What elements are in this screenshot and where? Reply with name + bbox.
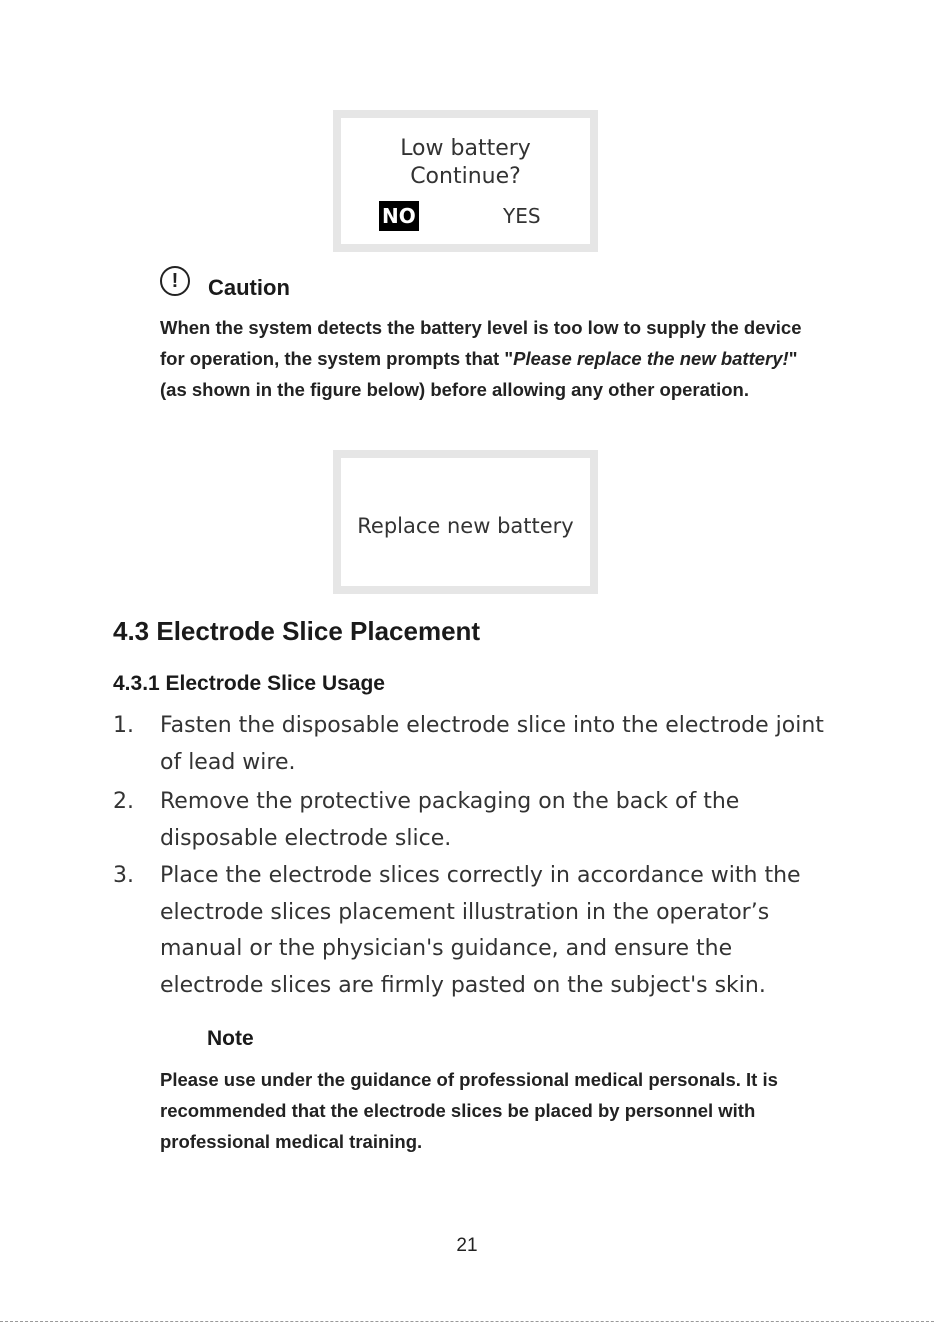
list-item-text: Remove the protective packaging on the back of the disposable electrode slice. — [160, 789, 740, 851]
low-battery-text: Low battery — [400, 136, 531, 161]
caution-text-part: " (as shown in the figure below) before allowing any other operation. — [160, 348, 798, 400]
caution-text-italic: Please replace the new battery! — [513, 348, 789, 369]
subsection-title: 4.3.1 Electrode Slice Usage — [113, 672, 385, 695]
list-item-number: 2. — [113, 789, 134, 814]
list-item — [113, 708, 833, 781]
low-battery-screen — [333, 110, 598, 252]
option-no: NO — [379, 201, 419, 231]
replace-battery-message: Replace new battery — [357, 514, 574, 538]
caution-title: Caution — [208, 275, 290, 300]
note-text: Please use under the guidance of professional medical personals. It is recommended that the electrode slices be placed by personnel with professional medical training. — [160, 1069, 778, 1152]
list-item — [113, 858, 833, 1004]
caution-text-part: When the system detects the battery level is too low to supply the device for operation, the system prompts that " — [160, 317, 802, 369]
replace-battery-screen — [333, 450, 598, 594]
page-bottom-rule — [0, 1321, 934, 1322]
list-item-text: Place the electrode slices correctly in accordance with the electrode slices placement illustration in the operator’s manual or the physician's guidance, and ensure the electrode slices are firmly pasted on the subject's skin. — [160, 863, 801, 998]
option-yes: YES — [503, 204, 541, 228]
note-title: Note — [207, 1027, 254, 1050]
list-item-text: Fasten the disposable electrode slice into the electrode joint of lead wire. — [160, 713, 824, 775]
caution-text — [160, 312, 810, 405]
continue-prompt: Continue? — [410, 164, 521, 189]
list-item — [113, 784, 833, 857]
list-item-number: 3. — [113, 863, 134, 888]
section-title: 4.3 Electrode Slice Placement — [113, 616, 481, 646]
list-item-number: 1. — [113, 713, 134, 738]
page-number: 21 — [456, 1235, 478, 1256]
exclamation-circle-icon: ! — [160, 266, 190, 296]
